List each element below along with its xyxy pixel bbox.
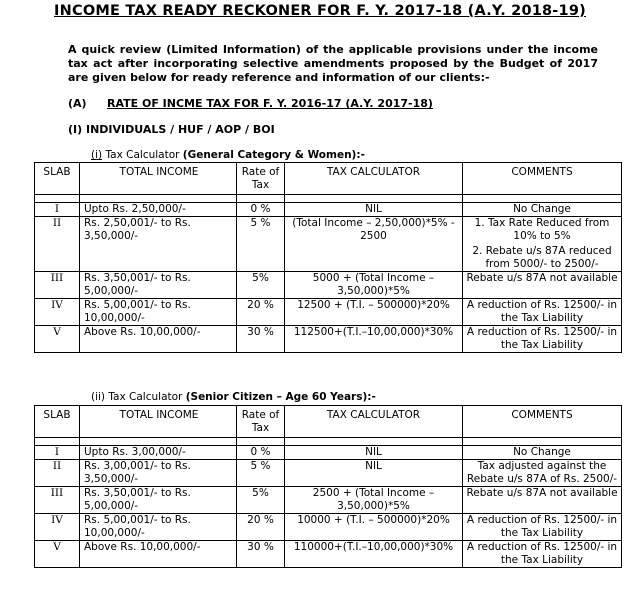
slab-cell: I <box>35 203 80 217</box>
table-row <box>35 541 622 568</box>
table-row <box>35 203 622 217</box>
tax-calculator-cell: 12500 + (T.I. – 500000)*20% <box>285 299 463 326</box>
table-row <box>35 272 622 299</box>
table2-caption-text: Tax Calculator <box>108 391 183 403</box>
header-total-income: TOTAL INCOME <box>80 163 237 195</box>
comments-cell <box>463 272 622 299</box>
tax-calculator-cell: 5000 + (Total Income – 3,50,000)*5% <box>285 272 463 299</box>
header-total-income: TOTAL INCOME <box>80 406 237 438</box>
rate-cell: 30 % <box>237 326 285 353</box>
slab-cell: II <box>35 460 80 487</box>
comments-cell <box>463 514 622 541</box>
rate-cell: 0 % <box>237 446 285 460</box>
table2-caption-end: :- <box>367 391 376 403</box>
comments-cell <box>463 217 622 272</box>
table1-caption-num: (i) <box>91 149 103 161</box>
total-income-cell: Rs. 3,50,001/- to Rs. 5,00,000/- <box>80 487 237 514</box>
total-income-cell: Above Rs. 10,00,000/- <box>80 541 237 568</box>
tax-calculator-cell: NIL <box>285 460 463 487</box>
comments-cell <box>463 460 622 487</box>
tax-calculator-cell: 10000 + (T.I. – 500000)*20% <box>285 514 463 541</box>
section-i-heading: (I) INDIVIDUALS / HUF / AOP / BOI <box>68 123 275 136</box>
total-income-cell: Upto Rs. 2,50,000/- <box>80 203 237 217</box>
header-spacer-row <box>35 195 622 203</box>
tax-table-senior-citizen <box>34 405 622 568</box>
tax-calculator-cell: NIL <box>285 203 463 217</box>
slab-cell: II <box>35 217 80 272</box>
table-row <box>35 299 622 326</box>
table-header-row <box>35 163 622 195</box>
comment-line: A reduction of Rs. 12500/- in the Tax Liability <box>466 514 618 539</box>
slab-cell: III <box>35 272 80 299</box>
total-income-cell: Rs. 3,50,001/- to Rs. 5,00,000/- <box>80 272 237 299</box>
page-title: INCOME TAX READY RECKONER FOR F. Y. 2017-18 (A.Y. 2018-19) <box>54 3 586 19</box>
tax-calculator-cell: (Total Income – 2,50,000)*5% - 2500 <box>285 217 463 272</box>
table2-caption-bold: (Senior Citizen – Age 60 Years) <box>185 391 368 403</box>
comments-cell <box>463 326 622 353</box>
table2-caption <box>91 391 376 403</box>
comment-line: A reduction of Rs. 12500/- in the Tax Liability <box>466 326 618 351</box>
rate-cell: 20 % <box>237 299 285 326</box>
comments-cell <box>463 203 622 217</box>
total-income-cell: Rs. 5,00,001/- to Rs. 10,00,000/- <box>80 299 237 326</box>
comments-cell <box>463 446 622 460</box>
comment-line: 2. Rebate u/s 87A reduced from 5000/- to 2500/- <box>472 245 612 270</box>
tax-calculator-cell: 112500+(T.I.–10,00,000)*30% <box>285 326 463 353</box>
header-spacer-row <box>35 438 622 446</box>
tax-calculator-cell: 2500 + (Total Income – 3,50,000)*5% <box>285 487 463 514</box>
slab-cell: IV <box>35 514 80 541</box>
table-row <box>35 487 622 514</box>
header-slab: SLAB <box>35 163 80 195</box>
header-tax-calculator: TAX CALCULATOR <box>285 163 463 195</box>
table-row <box>35 217 622 272</box>
comment-line: A reduction of Rs. 12500/- in the Tax Liability <box>466 541 618 566</box>
rate-cell: 20 % <box>237 514 285 541</box>
slab-cell: V <box>35 541 80 568</box>
tax-calculator-cell: 110000+(T.I.–10,00,000)*30% <box>285 541 463 568</box>
header-rate: Rate of Tax <box>237 163 285 195</box>
tax-table-general <box>34 162 622 353</box>
total-income-cell: Rs. 3,00,001/- to Rs. 3,50,000/- <box>80 460 237 487</box>
header-slab: SLAB <box>35 406 80 438</box>
comment-line: A reduction of Rs. 12500/- in the Tax Liability <box>466 299 618 324</box>
comment-line: No Change <box>513 203 571 215</box>
table-header-row <box>35 406 622 438</box>
intro-paragraph: A quick review (Limited Information) of the applicable provisions under the income tax act after incorporating selective amendments proposed by the Budget of 2017 are given below for ready reference and information of our clients:- <box>68 43 598 84</box>
total-income-cell: Above Rs. 10,00,000/- <box>80 326 237 353</box>
total-income-cell: Rs. 2,50,001/- to Rs. 3,50,000/- <box>80 217 237 272</box>
section-a-label: (A) <box>68 97 87 110</box>
section-a-title: RATE OF INCME TAX FOR F. Y. 2016-17 (A.Y. 2017-18) <box>107 97 433 110</box>
table2-caption-num: (ii) <box>91 391 106 403</box>
table1-caption-text: Tax Calculator <box>105 149 180 161</box>
comments-cell <box>463 487 622 514</box>
comment-line: 1. Tax Rate Reduced from 10% to 5% <box>474 217 610 242</box>
header-comments: COMMENTS <box>463 163 622 195</box>
table-row <box>35 514 622 541</box>
comments-cell <box>463 541 622 568</box>
slab-cell: I <box>35 446 80 460</box>
header-rate: Rate of Tax <box>237 406 285 438</box>
comment-line: Rebate u/s 87A not available <box>466 272 618 284</box>
table-row <box>35 460 622 487</box>
table1-caption-bold: (General Category & Women) <box>182 149 357 161</box>
header-comments: COMMENTS <box>463 406 622 438</box>
slab-cell: III <box>35 487 80 514</box>
rate-cell: 30 % <box>237 541 285 568</box>
comment-line: Rebate u/s 87A not available <box>466 487 618 499</box>
table1-caption <box>91 149 365 161</box>
comments-cell <box>463 299 622 326</box>
rate-cell: 0 % <box>237 203 285 217</box>
header-tax-calculator: TAX CALCULATOR <box>285 406 463 438</box>
table-row <box>35 326 622 353</box>
rate-cell: 5% <box>237 272 285 299</box>
total-income-cell: Upto Rs. 3,00,000/- <box>80 446 237 460</box>
comment-line: Tax adjusted against the Rebate u/s 87A of Rs. 2500/- <box>466 460 618 485</box>
tax-calculator-cell: NIL <box>285 446 463 460</box>
slab-cell: V <box>35 326 80 353</box>
slab-cell: IV <box>35 299 80 326</box>
rate-cell: 5 % <box>237 460 285 487</box>
rate-cell: 5 % <box>237 217 285 272</box>
total-income-cell: Rs. 5,00,001/- to Rs. 10,00,000/- <box>80 514 237 541</box>
table1-caption-end: :- <box>356 149 365 161</box>
rate-cell: 5% <box>237 487 285 514</box>
table-row <box>35 446 622 460</box>
comment-line: No Change <box>513 446 571 458</box>
